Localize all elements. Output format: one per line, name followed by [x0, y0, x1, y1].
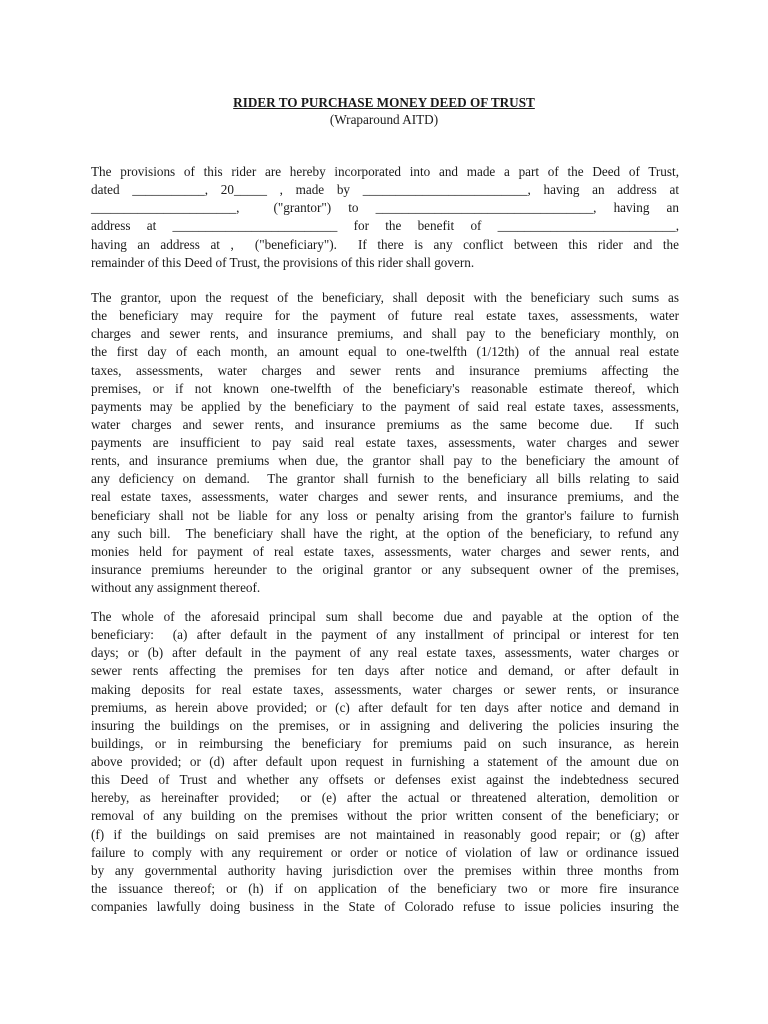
- text-line: remainder of this Deed of Trust, the provisions of this rider shall govern.: [91, 254, 475, 270]
- text-line: removal of any building on the premises without the prior written consent of the beneficiary; or: [91, 808, 679, 824]
- text-line: dated ___________, 20_____ , made by _________________________, having an address at: [91, 182, 679, 198]
- text-line: any such bill. The beneficiary shall have the right, at the option of the beneficiary, to refund any: [91, 525, 679, 541]
- text-line: hereby, as hereinafter provided; or (e) after the actual or threatened alteration, demolition or: [91, 790, 679, 806]
- text-line: payments are insufficient to pay said real estate taxes, assessments, water charges and sewer: [91, 435, 679, 450]
- text-line: making deposits for real estate taxes, assessments, water charges or sewer rents, or insurance: [91, 681, 679, 697]
- text-line: the first day of each month, an amount equal to one-twelfth (1/12th) of the annual real estate: [91, 344, 679, 360]
- paragraph-deposits: [91, 289, 679, 597]
- text-line: companies lawfully doing business in the State of Colorado refuse to issue policies insuring the: [91, 899, 679, 914]
- text-line: without any assignment thereof.: [91, 580, 261, 595]
- text-line: beneficiary: (a) after default in the payment of any installment of principal or interest for ten: [91, 627, 679, 643]
- text-line: payments may be applied by the beneficiary to the payment of said real estate taxes, assessments,: [91, 398, 679, 414]
- text-line: days; or (b) after default in the payment of any real estate taxes, assessments, water charges or: [91, 645, 679, 661]
- text-line: above provided; or (d) after default upon request in furnishing a statement of the amount due on: [91, 754, 679, 769]
- text-line: real estate taxes, assessments, water charges and sewer rents, and insurance premiums, and the: [91, 489, 679, 505]
- text-line: any deficiency on demand. The grantor shall furnish to the beneficiary all bills relating to said: [91, 471, 679, 487]
- paragraph-parties: [91, 163, 679, 272]
- text-line: monies held for payment of real estate taxes, assessments, water charges and sewer rents, and: [91, 543, 679, 559]
- text-line: sewer rents affecting the premises for ten days after notice and demand, or after default in: [91, 663, 679, 679]
- text-line: ______________________, ("grantor") to _________________________________, having an: [91, 200, 679, 216]
- text-line: this Deed of Trust and whether any offsets or defenses exist against the indebtedness secured: [91, 772, 679, 788]
- text-line: taxes, assessments, water charges and sewer rents and insurance premiums affecting the: [91, 362, 679, 378]
- text-line: (f) if the buildings on said premises are not maintained in reasonably good repair; or (g) after: [91, 826, 679, 842]
- text-line: premises, or if not known one-twelfth of the beneficiary's reasonable estimate thereof, which: [91, 380, 679, 396]
- text-line: having an address at , ("beneficiary"). If there is any conflict between this rider and the: [91, 236, 679, 252]
- text-line: buildings, or in reimbursing the beneficiary for premiums paid on such insurance, as herein: [91, 735, 679, 751]
- text-line: insurance premiums hereunder to the original grantor or any subsequent owner of the premises,: [91, 561, 679, 577]
- text-line: The grantor, upon the request of the beneficiary, shall deposit with the beneficiary such sums as: [91, 290, 679, 305]
- text-line: rents, and insurance premiums when due, the grantor shall pay to the beneficiary the amount of: [91, 453, 679, 469]
- document-title: RIDER TO PURCHASE MONEY DEED OF TRUST: [233, 95, 535, 110]
- text-line: The provisions of this rider are hereby incorporated into and made a part of the Deed of Trust,: [91, 164, 679, 179]
- text-line: The whole of the aforesaid principal sum shall become due and payable at the option of the: [91, 609, 679, 624]
- paragraph-acceleration: [91, 608, 679, 916]
- text-line: premiums, as herein above provided; or (c) after default for ten days after notice and demand in: [91, 699, 679, 715]
- text-line: beneficiary shall not be liable for any loss or penalty arising from the grantor's failure to furnish: [91, 507, 679, 523]
- text-line: the issuance thereof; or (h) if on application of the beneficiary two or more fire insurance: [91, 880, 679, 896]
- text-line: by any governmental authority having jurisdiction over the premises within three months from: [91, 862, 679, 878]
- document-subtitle: (Wraparound AITD): [329, 112, 439, 127]
- text-line: insuring the buildings on the premises, or in assigning and delivering the policies insuring the: [91, 717, 679, 733]
- text-line: the beneficiary may require for the payment of future real estate taxes, assessments, water: [91, 308, 679, 324]
- text-line: failure to comply with any requirement or order or notice of violation of law or ordinance issued: [91, 844, 679, 860]
- text-line: address at _________________________ for the benefit of ___________________________,: [91, 218, 679, 234]
- text-line: water charges and sewer rents, and insurance premiums as the same become due. If such: [91, 416, 679, 432]
- text-line: charges and sewer rents, and insurance premiums, and shall pay to the beneficiary monthly, on: [91, 326, 679, 342]
